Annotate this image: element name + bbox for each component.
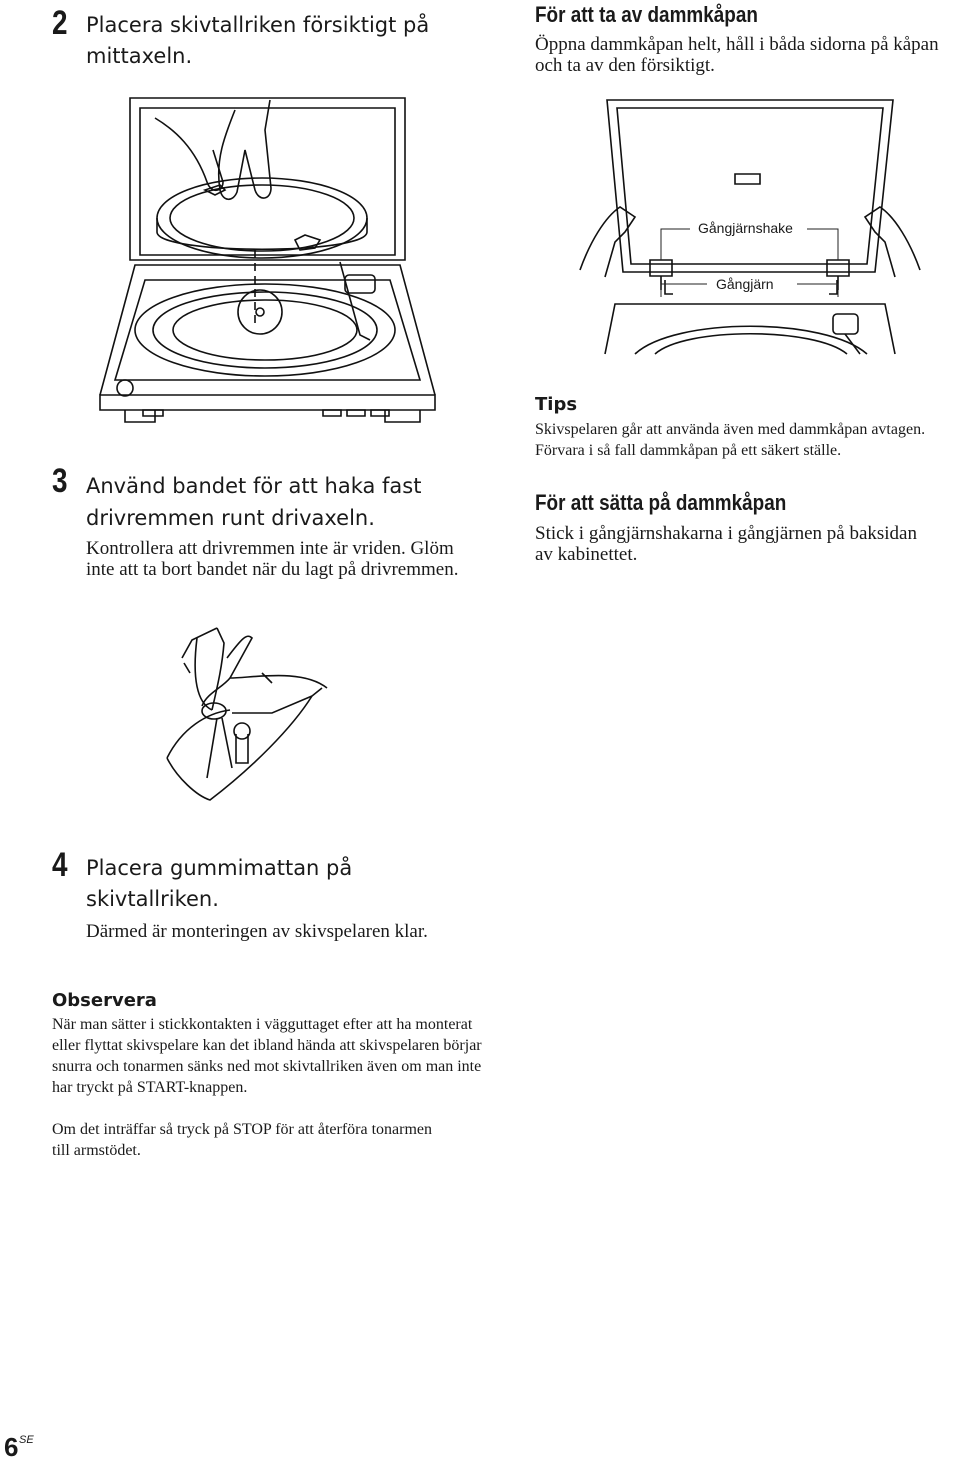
note-heading: Observera xyxy=(52,990,157,1011)
page-number: 6 xyxy=(4,1432,19,1462)
note-paragraph-2: Om det inträffar så tryck på STOP för att återföra tonarmen till armstödet. xyxy=(52,1121,433,1159)
language-code: SE xyxy=(19,1434,34,1446)
step-3-text: Kontrollera att drivremmen inte är vriden. Glöm inte att ta bort bandet när du lagt på drivremmen. xyxy=(86,538,459,580)
attach-cover-heading: För att sätta på dammkåpan xyxy=(535,490,787,515)
drive-belt-illustration xyxy=(162,618,337,803)
hinge-hook-label: Gångjärnshake xyxy=(698,220,793,236)
remove-cover-text: Öppna dammkåpan helt, håll i båda sidorna på kåpan och ta av den försiktigt. xyxy=(535,34,939,76)
step-4-text: Därmed är monteringen av skivspelaren klar. xyxy=(86,921,428,942)
turntable-platter-illustration xyxy=(95,90,445,435)
step-3-title: Använd bandet för att haka fast drivremmen runt drivaxeln. xyxy=(86,474,422,530)
note-paragraph-1: När man sätter i stickkontakten i vägguttaget efter att ha monterat eller flyttat skivspelare kan det ibland hända att skivspelaren börjar snurra och tonarmen sänks ned mot skivtallriken även om man inte har tryckt på START-knappen. xyxy=(52,1016,482,1096)
step-4-title: Placera gummimattan på skivtallriken. xyxy=(86,856,353,911)
hinge-label: Gångjärn xyxy=(716,276,774,292)
remove-cover-heading: För att ta av dammkåpan xyxy=(535,2,758,27)
tips-heading: Tips xyxy=(535,394,578,415)
step-2-number: 2 xyxy=(52,4,68,42)
attach-cover-text: Stick i gångjärnshakarna i gångjärnen på baksidan av kabinettet. xyxy=(535,523,917,565)
step-2-title: Placera skivtallriken försiktigt på mittaxeln. xyxy=(86,13,430,68)
step-3-number: 3 xyxy=(52,462,68,500)
step-4-number: 4 xyxy=(52,846,68,884)
tips-text: Skivspelaren går att använda även med dammkåpan avtagen. Förvara i så fall dammkåpan på ett säkert ställe. xyxy=(535,421,926,459)
